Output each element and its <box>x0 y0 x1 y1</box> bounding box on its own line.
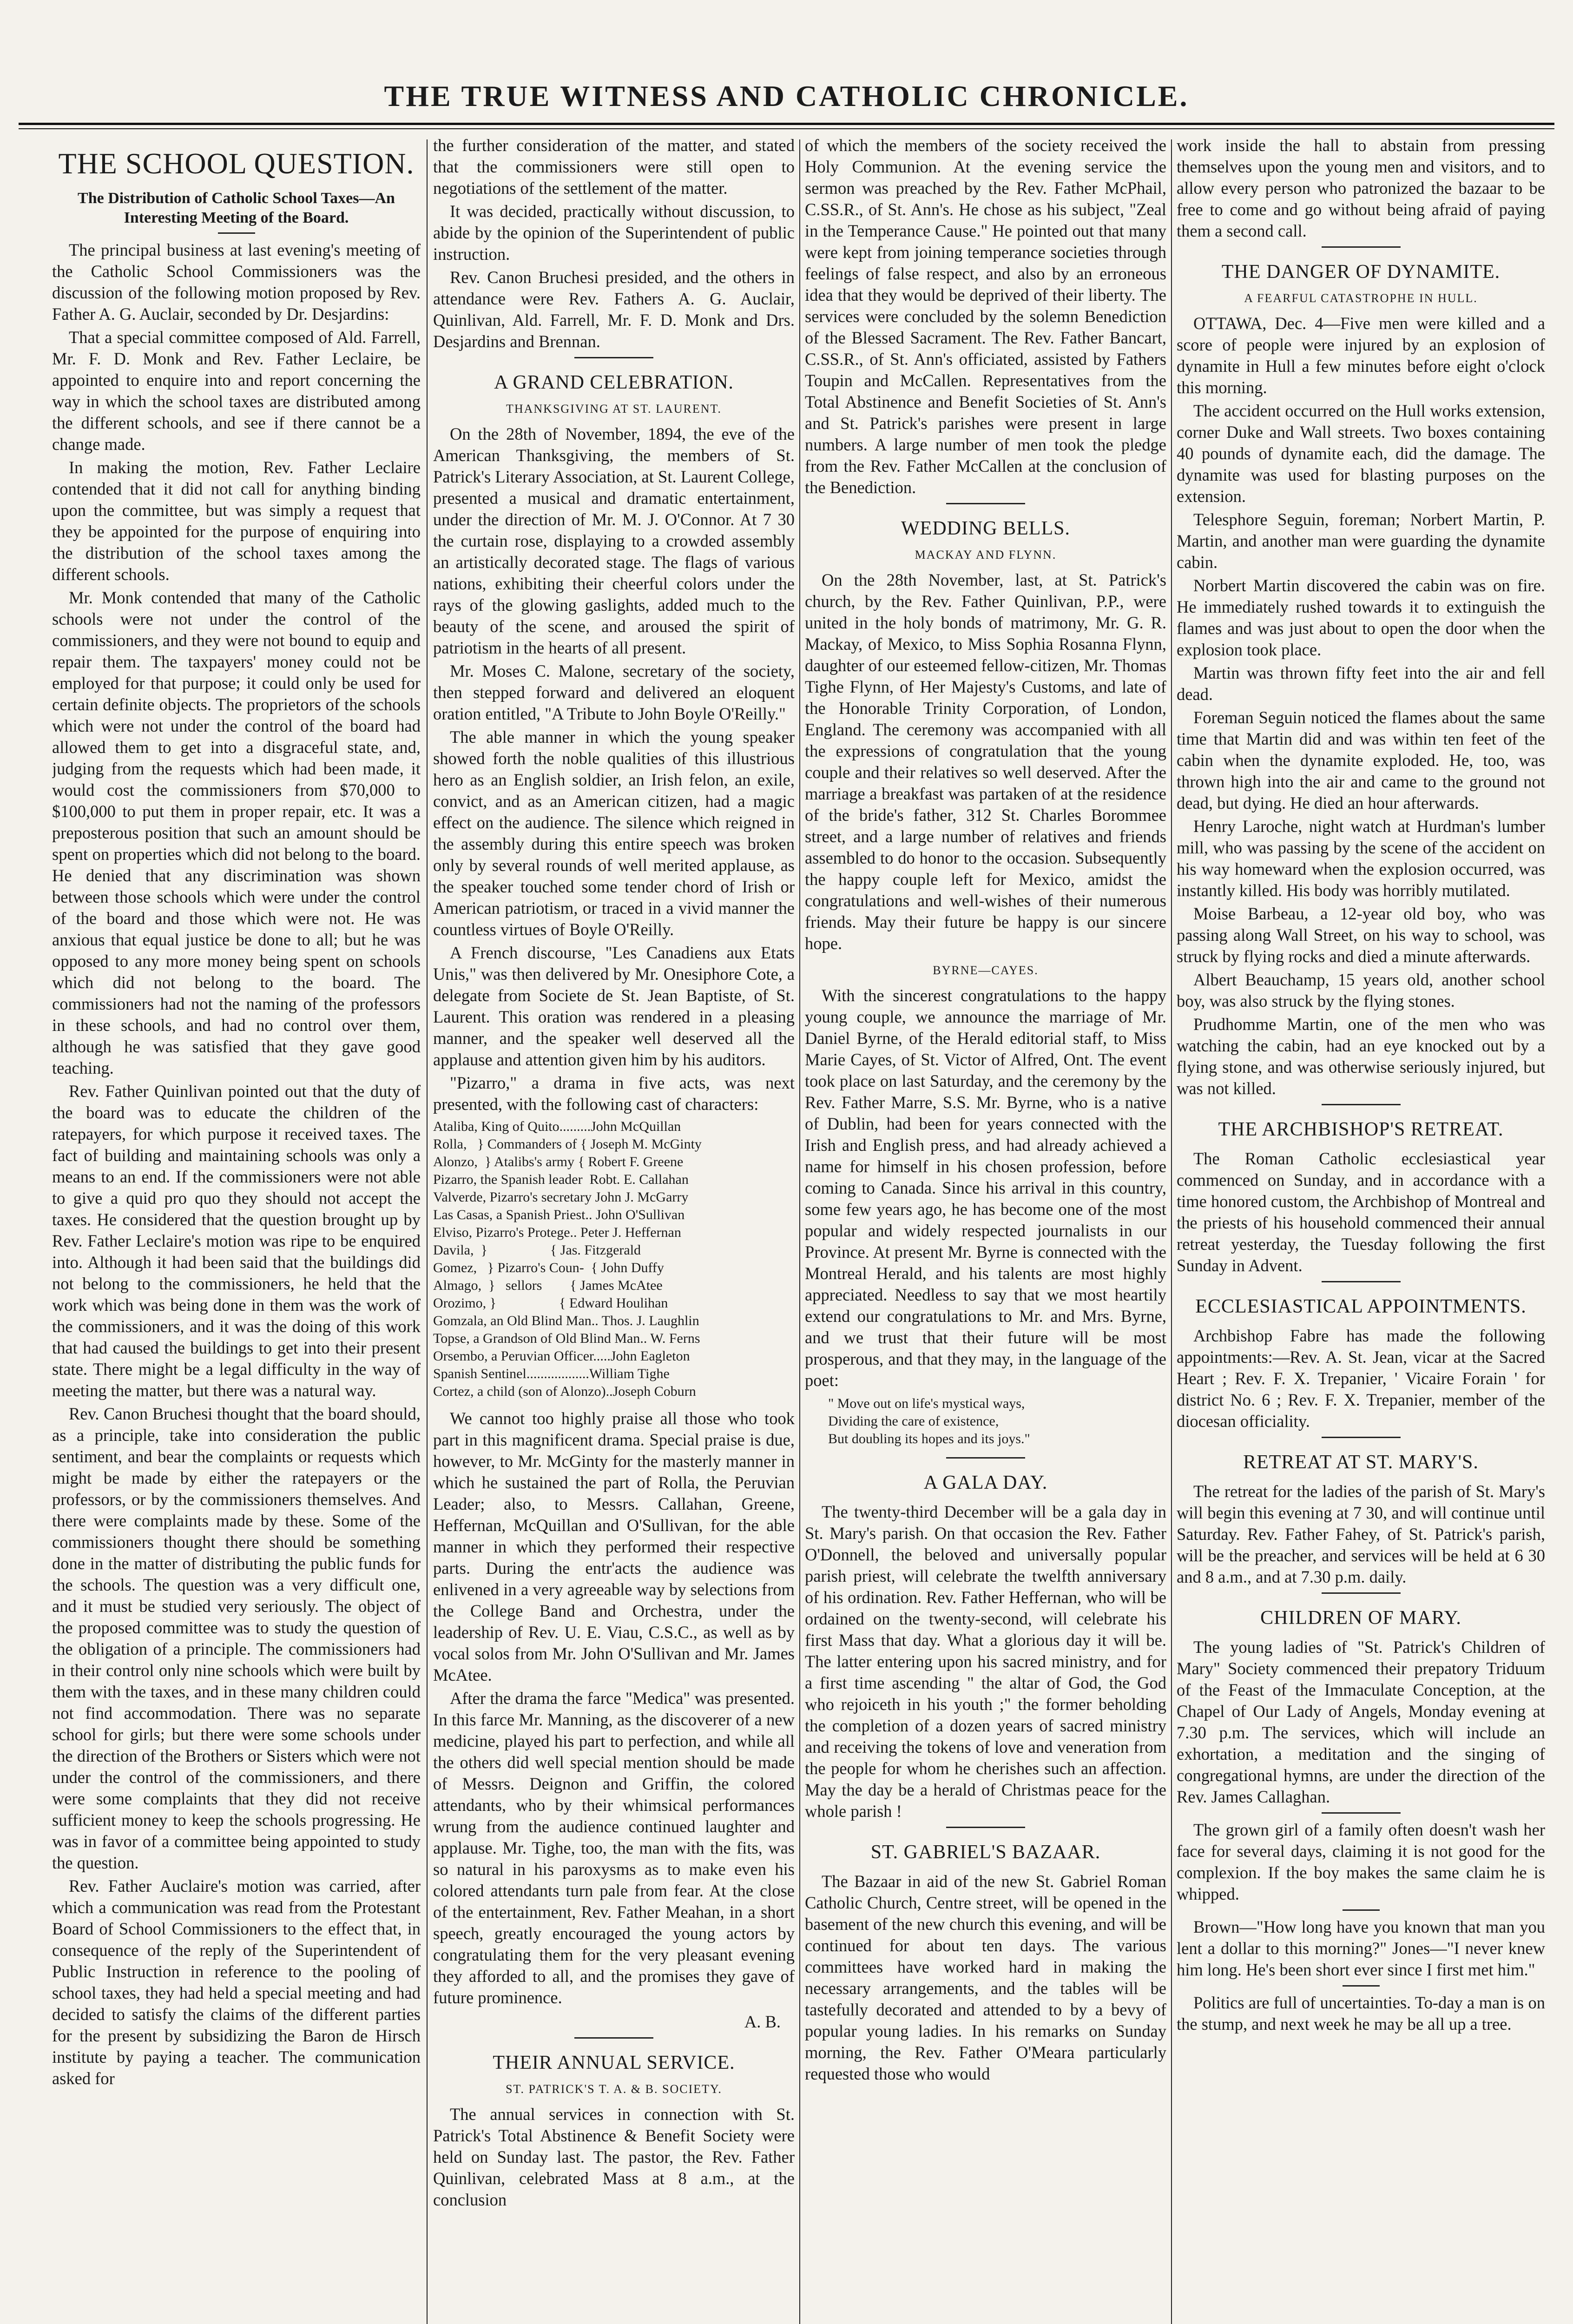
poem-line: But doubling its hopes and its joys." <box>828 1431 1030 1446</box>
paragraph: The Roman Catholic ecclesiastical year commenced on Sunday, and in accordance with a time honored custom, the Archbishop of Montreal and the priests of his household commenced their annual retreat yesterday, the Tuesday following the first Sunday in Advent. <box>1177 1149 1545 1275</box>
separator-rule <box>1322 1281 1401 1282</box>
filler-paragraph: Politics are full of uncertainties. To-day a man is on the stump, and next week he may be all up a tree. <box>1177 1993 1545 2034</box>
paragraph: The principal business at last evening's meeting of the Catholic School Commissioners was the discussion of the following motion proposed by Rev. Father A. G. Auclair, seconded by Dr. Desjardins: <box>52 240 421 324</box>
paragraph: of which the members of the society received the Holy Communion. At the evening service the sermon was preached by the Rev. Father McPhail, C.SS.R., of St. Ann's. He chose as his subject, "Zeal in the Temperance Cause." He pointed out that many were kept from joining temperance societies through feelings of false respect, and also by an erroneous idea that they would be deprived of their liberty. The services were concluded by the solemn Benediction of the Blessed Sacrament. The Rev. Father Bancart, C.SS.R., of St. Ann's officiated, assisted by Fathers Toupin and McCallen. Representatives from the Total Abstinence and Benefit Societies of St. Ann's and St. Patrick's parishes were present in large numbers. A large number of men took the pledge from the Rev. Father McCallen at the conclusion of the Benediction. <box>805 136 1166 497</box>
newspaper-title: THE TRUE WITNESS AND CATHOLIC CHRONICLE. <box>384 79 1189 112</box>
cast-line: Pizarro, the Spanish leader Robt. E. Callahan <box>433 1172 689 1187</box>
masthead-rule-thin <box>19 128 1554 129</box>
paragraph: In making the motion, Rev. Father Leclaire contended that it did not call for anything binding upon the committee, but was simply a request that they be appointed for the purpose of enquiring into the distribution of the school taxes among the different schools. <box>52 458 421 584</box>
paragraph: We cannot too highly praise all those who took part in this magnificent drama. Special praise is due, however, to Mr. McGinty for the masterly manner in which he sustained the part of Rolla, the Peruvian Leader; also, to Messrs. Callahan, Greene, Heffernan, McQuillan and O'Sullivan, for the able manner in which they performed their respective parts. During the entr'acts the audience was enlivened in a very agreeable way by selections from the College Band and Orchestra, under the leadership of Rev. U. E. Viau, C.S.C., as well as by vocal solos from Mr. John O'Sullivan and Mr. James McAtee. <box>433 1409 795 1684</box>
paragraph: Norbert Martin discovered the cabin was on fire. He immediately rushed towards it to extinguish the flames and was just about to open the door when the explosion took place. <box>1177 576 1545 659</box>
cast-line: Ataliba, King of Quito.........John McQuillan <box>433 1119 681 1134</box>
separator-rule <box>574 357 653 358</box>
separator-rule <box>946 1827 1025 1828</box>
separator-rule <box>1322 1104 1401 1105</box>
paragraph: Archbishop Fabre has made the following appointments:—Rev. A. St. Jean, vicar at the Sacred Heart ; Rev. F. X. Trepanier, ' Vicaire Forain ' for district No. 6 ; Rev. F. X. Trepanier, member of the diocesan officiality. <box>1177 1326 1545 1431</box>
separator-rule <box>218 232 255 234</box>
paragraph: Telesphore Seguin, foreman; Norbert Martin, P. Martin, and another man were guarding the dynamite cabin. <box>1177 510 1545 572</box>
separator-rule <box>1322 1437 1401 1438</box>
filler-paragraph: Brown—"How long have you known that man you lent a dollar to this morning?" Jones—"I never knew him long. He's been short ever since I first met him." <box>1177 1917 1545 1979</box>
paragraph: After the drama the farce "Medica" was presented. In this farce Mr. Manning, as the discoverer of a new medicine, played his part to perfection, and while all the others did well special mention should be made of Messrs. Deignon and Griffin, the colored attendants, who by their whimsical performances wrung from the audience continued laughter and applause. Mr. Tighe, too, the man with the fits, was so natural in his paroxysms as to make even his colored attendants turn pale from fear. At the close of the entertainment, Rev. Father Meahan, in a short speech, greatly encouraged the young actors by congratulating them for the very pleasant evening they afforded to all, and the promises they gave of future prominence. <box>433 1689 795 2007</box>
paragraph: "Pizarro," a drama in five acts, was next presented, with the following cast of characters: <box>433 1073 795 1114</box>
separator-rule <box>1343 1985 1380 1987</box>
cast-line: Gomez, } Pizarro's Coun- { John Duffy <box>433 1260 664 1275</box>
article-headline-children: CHILDREN OF MARY. <box>1260 1607 1461 1629</box>
cast-line: Topse, a Grandson of Old Blind Man.. W. Ferns <box>433 1331 700 1346</box>
paragraph: Rev. Father Auclaire's motion was carried, after which a communication was read from the Protestant Board of School Commissioners to the effect that, in consequence of the reply of the Superintendent of Public Instruction in reference to the pooling of school taxes, they had held a special meeting and had decided to satisfy the claims of the different parties for the present by subsidizing the Baron de Hirsch institute by paying a teacher. The communication asked for <box>52 1876 421 2088</box>
paragraph: The able manner in which the young speaker showed forth the noble qualities of this illustrious hero as an English soldier, an Irish felon, an exile, convict, and as an American citizen, had a magic effect on the audience. The silence which reigned in the assembly during this entire speech was broken only by several rounds of well merited applause, as the speaker touched some tender chord of Irish or American patriotism, or traced in a vivid manner the countless virtues of Boyle O'Reilly. <box>433 727 795 939</box>
paragraph: Foreman Seguin noticed the flames about the same time that Martin did and was within ten feet of the cabin when the dynamite exploded. He, too, was thrown high into the air and came to the ground not dead, but dying. He died an hour afterwards. <box>1177 708 1545 812</box>
cast-line: Spanish Sentinel..................William Tighe <box>433 1366 670 1381</box>
paragraph: OTTAWA, Dec. 4—Five men were killed and a score of people were injured by an explosion of dynamite in Hull a few minutes before eight o'clock this morning. <box>1177 314 1545 397</box>
paragraph: Mr. Monk contended that many of the Catholic schools were not under the control of the commissioners, and they were not bound to equip and repair them. The taxpayers' money could not be employed for that purpose; it could only be used for certain definite objects. The proprietors of the schools which were not under the control of the board had allowed them to get into a disgraceful state, and, judging from the requests which had been made, it would cost the commissioners from $70,000 to $100,000 to put them in proper repair, etc. It was a preposterous position that such an amount should be spent on properties which did not belong to the board. He denied that any discrimination was shown between those schools which were under the control of the board and those which were not. He was anxious that equal justice be done to all; but he was opposed to any more money being spent on schools which did not belong to the board. The commissioners had not the naming of the professors in these schools, and had no control over them, although he was satisfied that they gave good teaching. <box>52 588 421 1077</box>
cast-line: Davila, } { Jas. Fitzgerald <box>433 1242 641 1258</box>
separator-rule <box>1322 1592 1401 1594</box>
article-subheading-wedding-2: BYRNE—CAYES. <box>933 964 1039 977</box>
poem-line: Dividing the care of existence, <box>828 1413 999 1429</box>
paragraph: Moise Barbeau, a 12-year old boy, who was passing along Wall Street, on his way to school, was struck by flying rocks and died a minute afterwards. <box>1177 904 1545 966</box>
cast-line: Las Casas, a Spanish Priest.. John O'Sullivan <box>433 1207 685 1222</box>
paragraph: work inside the hall to abstain from pressing themselves upon the young men and visitors, and to allow every person who patronized the bazaar to be free to come and go without being afraid of paying them a second call. <box>1177 136 1545 240</box>
paragraph: The Bazaar in aid of the new St. Gabriel Roman Catholic Church, Centre street, will be opened in the basement of the new church this evening, and will be continued for about ten days. The various committees have worked hard in making the necessary arrangements, and the tables will be tastefully decorated and attended to by a bevy of popular young ladies. In his remarks on Sunday morning, the Rev. Father O'Meara particularly requested those who would <box>805 1872 1166 2083</box>
cast-line: Orozimo, } { Edward Houlihan <box>433 1295 668 1311</box>
paragraph: The twenty-third December will be a gala day in St. Mary's parish. On that occasion the Rev. Father O'Donnell, the beloved and universally popular parish priest, will celebrate the twelfth anniversary of his ordination. Rev. Father Heffernan, who will be ordained on the twenty-second, will celebrate his first Mass that day. What a glorious day it will be. The latter entering upon his sacred ministry, and for a first time ascending " the altar of God, the God who rejoiceth in his youth ;" the former beholding the completion of a dozen years of sacred ministry and receiving the tokens of love and veneration from the people for whom he cherishes such an affection. May the day be a herald of Christmas peace for the whole parish ! <box>805 1502 1166 1821</box>
cast-line: Orsembo, a Peruvian Officer.....John Eagleton <box>433 1348 690 1364</box>
paragraph: Albert Beauchamp, 15 years old, another school boy, was also struck by the flying stones. <box>1177 970 1545 1010</box>
article-headline-archbishop: THE ARCHBISHOP'S RETREAT. <box>1218 1119 1504 1140</box>
masthead <box>19 9 1554 131</box>
paragraph: The retreat for the ladies of the parish of St. Mary's will begin this evening at 7 30, and will continue until Saturday. Rev. Father Fahey, of St. Patrick's parish, will be the preacher, and services will be held at 6 30 and 8 a.m., and at 7.30 p.m. daily. <box>1177 1482 1545 1586</box>
separator-rule <box>574 2037 653 2039</box>
paragraph: A French discourse, "Les Canadiens aux Etats Unis," was then delivered by Mr. Onesiphore Cote, a delegate from Societe de St. Jean Baptiste, of St. Laurent. This oration was rendered in a pleasing manner, and the speaker well deserved all the applause and attention given him by his auditors. <box>433 943 795 1069</box>
cast-line: Valverde, Pizarro's secretary John J. McGarry <box>433 1189 689 1205</box>
cast-line: Almago, } sellors { James McAtee <box>433 1278 663 1293</box>
article-headline-ecclesiastical: ECCLESIASTICAL APPOINTMENTS. <box>1195 1296 1527 1317</box>
cast-line: Elviso, Pizarro's Protege.. Peter J. Heffernan <box>433 1225 681 1240</box>
signature: A. B. <box>744 2012 781 2031</box>
separator-rule <box>1322 246 1401 248</box>
paragraph: Mr. Moses C. Malone, secretary of the society, then stepped forward and delivered an eloquent oration entitled, "A Tribute to John Boyle O'Reilly." <box>433 661 795 723</box>
column-3 <box>805 135 1166 2324</box>
paragraph: the further consideration of the matter, and stated that the commissioners were still open to negotiations of the settlement of the matter. <box>433 136 795 198</box>
paragraph: It was decided, practically without discussion, to abide by the opinion of the Superintendent of public instruction. <box>433 202 795 264</box>
article-subheading-wedding-1: MACKAY AND FLYNN. <box>915 548 1057 561</box>
paragraph: On the 28th of November, 1894, the eve of the American Thanksgiving, the members of St. Patrick's Literary Association, at St. Laurent College, presented a musical and dramatic entertainment, under the direction of Mr. M. J. O'Connor. At 7 30 the curtain rose, displaying to a crowded assembly an artistically decorated stage. The flags of various nations, exhibiting their cheerful colors under the rays of the glowing gaslights, added much to the beauty of the scene, and aroused the spirit of patriotism in the hearts of all present. <box>433 424 795 657</box>
paragraph: Martin was thrown fifty feet into the air and fell dead. <box>1177 663 1545 704</box>
column-4 <box>1177 135 1545 2324</box>
column-2 <box>433 135 795 2324</box>
cast-line: Alonzo, } Atalibs's army { Robert F. Greene <box>433 1154 684 1169</box>
cast-list <box>433 1118 795 1400</box>
article-subheading-school: The Distribution of Catholic School Taxes—An Interesting Meeting of the Board. <box>78 190 395 226</box>
paragraph: The young ladies of "St. Patrick's Children of Mary" Society commenced their prepatory Triduum of the Feast of the Immaculate Conception, at the Chapel of Our Lady of Angels, Monday evening at 7.30 p.m. The services, which will include an exhortation, a meditation and the singing of congregational hymns, are under the direction of the Rev. James Callaghan. <box>1177 1637 1545 1806</box>
article-subheading-celebration: THANKSGIVING AT ST. LAURENT. <box>506 402 722 416</box>
paragraph: That a special committee composed of Ald. Farrell, Mr. F. D. Monk and Rev. Father Leclaire, be appointed to enquire into and report concerning the way in which the school taxes are distributed among the different schools, and see if there cannot be a change made. <box>52 328 421 454</box>
article-headline-wedding: WEDDING BELLS. <box>901 518 1070 539</box>
column-divider <box>1171 139 1172 2324</box>
paragraph: Prudhomme Martin, one of the men who was watching the cabin, had an eye knocked out by a flying stone, and was otherwise seriously injured, but was not killed. <box>1177 1015 1545 1098</box>
column-1 <box>52 135 421 2324</box>
paragraph: The accident occurred on the Hull works extension, corner Duke and Wall streets. Two boxes containing 40 pounds of dynamite each, did the damage. The dynamite was used for blasting purposes on the extension. <box>1177 401 1545 506</box>
cast-line: Gomzala, an Old Blind Man.. Thos. J. Laughlin <box>433 1313 699 1328</box>
column-divider <box>427 139 428 2324</box>
paragraph: Rev. Father Quinlivan pointed out that the duty of the board was to educate the children of the ratepayers, for which purpose it received taxes. The fact of building and maintaining schools was only a means to an end. If the commissioners were not able to give a quid pro quo they should not accept the taxes. He considered that the question brought up by Rev. Father Leclaire's motion was ripe to be enquired into. Although it had been said that the buildings did not belong to the commissioners, he held that the work which was being done in them was the work of the commissioners, and it was the doing of this work that had caused the buildings to get into their present state. There might be a legal difficulty in the way of meeting the matter, but there was a natural way. <box>52 1082 421 1400</box>
poem-quote <box>828 1395 1166 1448</box>
article-subheading-dynamite: A FEARFUL CATASTROPHE IN HULL. <box>1244 291 1478 305</box>
paragraph: With the sincerest congratulations to the happy young couple, we announce the marriage of Mr. Daniel Byrne, of the Herald editorial staff, to Miss Marie Cayes, of St. Victor of Alfred, Ont. The event took place on last Saturday, and the ceremony by the Rev. Father Marre, S.S. Mr. Byrne, who is a native of Dublin, had been for years connected with the Irish and English press, and had already achieved a name for himself in his chosen profession, before coming to Canada. Since his arrival in this country, some few years ago, he has become one of the most popular and widely respected journalists in our Province. At present Mr. Byrne is connected with the Montreal Herald, and his talents are most highly appreciated. Needless to say that we most heartily extend our congratulations to Mr. and Mrs. Byrne, and we trust that their future will be most prosperous, and that they may, in the language of the poet: <box>805 986 1166 1390</box>
column-divider <box>799 139 800 2324</box>
poem-line: " Move out on life's mystical ways, <box>828 1396 1025 1411</box>
masthead-rule <box>19 123 1554 125</box>
article-headline-annual: THEIR ANNUAL SERVICE. <box>493 2052 735 2073</box>
article-headline-dynamite: THE DANGER OF DYNAMITE. <box>1221 261 1501 283</box>
paragraph: The annual services in connection with St. Patrick's Total Abstinence & Benefit Society were held on Sunday last. The pastor, the Rev. Father Quinlivan, celebrated Mass at 8 a.m., at the conclusion <box>433 2105 795 2209</box>
article-headline-gala: A GALA DAY. <box>923 1472 1048 1493</box>
article-headline-stmarys: RETREAT AT ST. MARY'S. <box>1243 1452 1479 1473</box>
separator-rule <box>1322 1812 1401 1814</box>
separator-rule <box>1343 1909 1380 1911</box>
cast-line: Cortez, a child (son of Alonzo)..Joseph Coburn <box>433 1384 696 1399</box>
separator-rule <box>946 1457 1025 1459</box>
article-headline-school: THE SCHOOL QUESTION. <box>58 147 415 180</box>
separator-rule <box>946 503 1025 504</box>
cast-line: Rolla, } Commanders of { Joseph M. McGinty <box>433 1136 702 1152</box>
article-subheading-annual: ST. PATRICK'S T. A. & B. SOCIETY. <box>506 2082 722 2096</box>
paragraph: On the 28th November, last, at St. Patrick's church, by the Rev. Father Quinlivan, P.P., were united in the holy bonds of matrimony, Mr. G. R. Mackay, of Mexico, to Miss Sophia Rosanna Flynn, daughter of our esteemed fellow-citizen, Mr. Thomas Tighe Flynn, of Her Majesty's Customs, and late of the Honorable Trinity Corporation, of London, England. The ceremony was accompanied with all the expressions of congratulation that the young couple and their relatives so well deserved. After the marriage a breakfast was partaken of at the residence of the bride's father, 312 St. Charles Borommee street, and a large number of relatives and friends assembled to do honor to the occasion. Subsequently the happy couple left for Mexico, amidst the congratulations and well-wishes of their numerous friends. May their future be happy is our sincere hope. <box>805 570 1166 953</box>
paragraph: Rev. Canon Bruchesi thought that the board should, as a principle, take into consideration the public sentiment, and bear the complaints or requests which might be made by either the ratepayers or the professors, or by the commissioners themselves. And there were complaints made by these. Some of the commissioners thought there should be something done in the matter of distributing the public funds for the schools. The question was a very difficult one, and it must be studied very seriously. The object of the proposed committee was to study the question of the obligation of a principle. The commissioners had in their control only nine schools which were built by them with the taxes, and in these many children could not find accommodation. There was no separate school for girls; but there were some schools under the direction of the Brothers or Sisters which were not under the control of the commissioners, and there were some complaints that they did not receive sufficient money to keep the schools progressing. He was in favor of a committee being appointed to study the question. <box>52 1404 421 1872</box>
filler-paragraph: The grown girl of a family often doesn't wash her face for several days, claiming it is not good for the complexion. If the boy makes the same claim he is whipped. <box>1177 1820 1545 1903</box>
article-headline-bazaar: ST. GABRIEL'S BAZAAR. <box>870 1842 1101 1863</box>
paragraph: Rev. Canon Bruchesi presided, and the others in attendance were Rev. Fathers A. G. Auclair, Quinlivan, Ald. Farrell, Mr. F. D. Monk and Drs. Desjardins and Brennan. <box>433 268 795 351</box>
paragraph: Henry Laroche, night watch at Hurdman's lumber mill, who was passing by the scene of the accident on his way homeward when the explosion occurred, was instantly killed. His body was horribly mutilated. <box>1177 817 1545 900</box>
article-headline-celebration: A GRAND CELEBRATION. <box>494 372 734 393</box>
